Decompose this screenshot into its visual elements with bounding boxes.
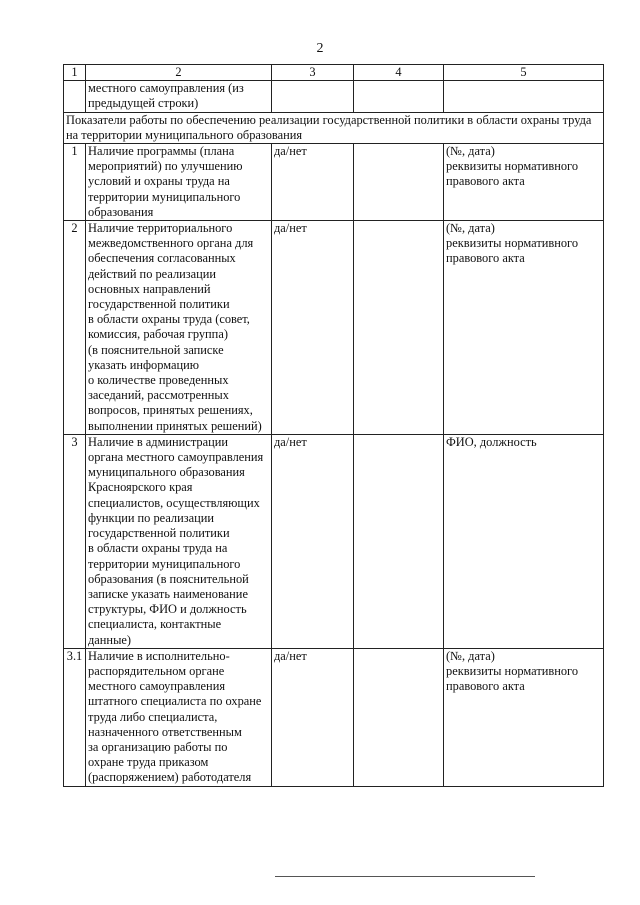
section-heading-row <box>64 112 604 143</box>
table-row <box>64 648 604 786</box>
answer-cell: да/нет <box>272 221 354 435</box>
row-number: 3.1 <box>64 648 86 786</box>
table-header-row <box>64 65 604 81</box>
column4-cell <box>354 434 444 648</box>
indicator-cell: Наличие территориального межведомственного органа для обеспечения согласованных действий по реализации основных направлений государственной политики в области охраны труда (совет, комиссия, рабочая группа) (в пояснительной записке указать информацию о количестве проведенных заседаний, рассмотренных вопросов, принятых решениях, выполнении принятых решений) <box>86 221 272 435</box>
notes-cell: (№, дата) реквизиты нормативного правового акта <box>444 144 604 221</box>
column-header: 4 <box>354 65 444 81</box>
column4-cell <box>354 648 444 786</box>
indicators-table <box>63 64 604 787</box>
row-number: 1 <box>64 144 86 221</box>
section-heading: Показатели работы по обеспечению реализации государственной политики в области охраны труда на территории муниципального образования <box>64 112 604 143</box>
answer-cell: да/нет <box>272 434 354 648</box>
column-header: 3 <box>272 65 354 81</box>
continuation-row <box>64 81 604 112</box>
indicator-cell: Наличие в администрации органа местного самоуправления муниципального образования Красноярского края специалистов, осуществляющих функции по реализации государственной политики в области охраны труда на территории муниципального образования (в пояснительной записке указать наименование структуры, ФИО и должность специалиста, контактные данные) <box>86 434 272 648</box>
notes-cell: (№, дата) реквизиты нормативного правового акта <box>444 221 604 435</box>
indicator-cell: Наличие программы (плана мероприятий) по улучшению условий и охраны труда на территории муниципального образования <box>86 144 272 221</box>
column-header: 1 <box>64 65 86 81</box>
column-header: 2 <box>86 65 272 81</box>
notes-cell: (№, дата) реквизиты нормативного правового акта <box>444 648 604 786</box>
answer-cell: да/нет <box>272 144 354 221</box>
indicator-cell: местного самоуправления (из предыдущей строки) <box>86 81 272 112</box>
row-number: 2 <box>64 221 86 435</box>
row-number <box>64 81 86 112</box>
table-row <box>64 144 604 221</box>
notes-cell: ФИО, должность <box>444 434 604 648</box>
page-number: 2 <box>316 41 324 56</box>
notes-cell <box>444 81 604 112</box>
table-row <box>64 434 604 648</box>
answer-cell: да/нет <box>272 648 354 786</box>
footer-rule <box>275 876 535 877</box>
indicator-cell: Наличие в исполнительно- распорядительном органе местного самоуправления штатного специалиста по охране труда либо специалиста, назначенного ответственным за организацию работы по охране труда приказом (распоряжением) работодателя <box>86 648 272 786</box>
row-number: 3 <box>64 434 86 648</box>
column-header: 5 <box>444 65 604 81</box>
column4-cell <box>354 221 444 435</box>
column4-cell <box>354 81 444 112</box>
column4-cell <box>354 144 444 221</box>
answer-cell <box>272 81 354 112</box>
table-row <box>64 221 604 435</box>
